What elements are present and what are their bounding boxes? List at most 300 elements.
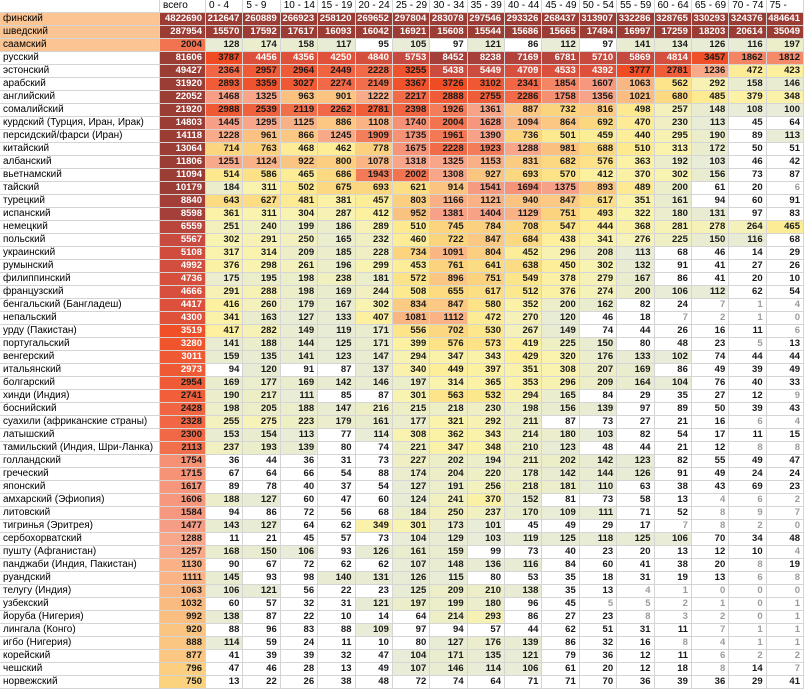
data-cell[interactable]: 81	[542, 494, 579, 507]
data-cell[interactable]: 297804	[393, 13, 430, 26]
data-cell[interactable]: 361	[206, 208, 243, 221]
data-cell[interactable]: 44	[243, 455, 280, 468]
row-label-cell[interactable]: английский	[0, 91, 160, 104]
data-cell[interactable]: 113	[617, 247, 654, 260]
data-cell[interactable]: 279	[580, 273, 617, 286]
data-cell[interactable]: 3359	[243, 78, 280, 91]
data-cell[interactable]: 57	[468, 624, 505, 637]
data-cell[interactable]: 2274	[318, 78, 355, 91]
row-label-cell[interactable]: сомалийский	[0, 104, 160, 117]
total-cell[interactable]: 13064	[160, 143, 206, 156]
data-cell[interactable]: 51	[767, 143, 804, 156]
data-cell[interactable]: 379	[729, 91, 766, 104]
data-cell[interactable]: 1	[655, 585, 692, 598]
data-cell[interactable]: 340	[393, 364, 430, 377]
column-header-60-64[interactable]: 60 - 64	[655, 0, 692, 13]
data-cell[interactable]: 41	[206, 650, 243, 663]
data-cell[interactable]: 200	[542, 299, 579, 312]
data-cell[interactable]: 8452	[430, 52, 467, 65]
data-cell[interactable]: 0	[729, 611, 766, 624]
data-cell[interactable]: 180	[468, 598, 505, 611]
data-cell[interactable]: 39	[655, 676, 692, 689]
data-cell[interactable]: 21	[655, 416, 692, 429]
data-cell[interactable]: 161	[655, 195, 692, 208]
data-cell[interactable]: 1063	[617, 78, 654, 91]
data-cell[interactable]: 576	[580, 156, 617, 169]
row-label-cell[interactable]: бенгальский (Бангладеш)	[0, 299, 160, 312]
data-cell[interactable]: 119	[318, 325, 355, 338]
data-cell[interactable]: 220	[468, 468, 505, 481]
data-cell[interactable]: 87	[243, 611, 280, 624]
data-cell[interactable]: 267	[505, 325, 542, 338]
row-label-cell[interactable]: телугу (Индия)	[0, 585, 160, 598]
data-cell[interactable]: 1318	[393, 156, 430, 169]
data-cell[interactable]: 168	[206, 546, 243, 559]
total-cell[interactable]: 4736	[160, 273, 206, 286]
data-cell[interactable]: 62	[318, 559, 355, 572]
data-cell[interactable]: 13	[692, 572, 729, 585]
data-cell[interactable]: 197	[393, 598, 430, 611]
data-cell[interactable]: 86	[243, 507, 280, 520]
data-cell[interactable]: 370	[468, 494, 505, 507]
data-cell[interactable]: 260	[243, 299, 280, 312]
data-cell[interactable]: 866	[281, 130, 318, 143]
data-cell[interactable]: 5869	[617, 52, 654, 65]
data-cell[interactable]: 302	[206, 234, 243, 247]
total-cell[interactable]: 2954	[160, 377, 206, 390]
data-cell[interactable]: 308	[393, 429, 430, 442]
data-cell[interactable]: 73	[356, 455, 393, 468]
data-cell[interactable]: 193	[243, 442, 280, 455]
data-cell[interactable]: 2228	[430, 143, 467, 156]
data-cell[interactable]: 144	[580, 468, 617, 481]
data-cell[interactable]: 64	[243, 468, 280, 481]
data-cell[interactable]: 313907	[580, 13, 617, 26]
total-cell[interactable]: 1754	[160, 455, 206, 468]
data-cell[interactable]: 2	[729, 650, 766, 663]
data-cell[interactable]: 237	[206, 442, 243, 455]
data-cell[interactable]: 190	[206, 390, 243, 403]
data-cell[interactable]: 61	[542, 663, 579, 676]
row-label-cell[interactable]: финский	[0, 13, 160, 26]
data-cell[interactable]: 2	[692, 611, 729, 624]
data-cell[interactable]: 1445	[206, 117, 243, 130]
row-label-cell[interactable]: польский	[0, 234, 160, 247]
column-header-65-69[interactable]: 65 - 69	[692, 0, 729, 13]
data-cell[interactable]: 188	[243, 338, 280, 351]
data-cell[interactable]: 270	[505, 312, 542, 325]
data-cell[interactable]: 88	[206, 624, 243, 637]
data-cell[interactable]: 62	[356, 559, 393, 572]
data-cell[interactable]: 6781	[542, 52, 579, 65]
data-cell[interactable]: 301	[393, 520, 430, 533]
data-cell[interactable]: 896	[430, 273, 467, 286]
data-cell[interactable]: 200	[617, 286, 654, 299]
data-cell[interactable]: 1	[729, 299, 766, 312]
data-cell[interactable]: 11	[655, 650, 692, 663]
data-cell[interactable]: 227	[393, 455, 430, 468]
data-cell[interactable]: 347	[430, 442, 467, 455]
row-label-cell[interactable]: французский	[0, 286, 160, 299]
data-cell[interactable]: 76	[692, 377, 729, 390]
data-cell[interactable]: 1943	[356, 169, 393, 182]
data-cell[interactable]: 1	[767, 598, 804, 611]
data-cell[interactable]: 199	[430, 598, 467, 611]
data-cell[interactable]: 831	[505, 156, 542, 169]
data-cell[interactable]: 1222	[356, 91, 393, 104]
data-cell[interactable]: 734	[393, 247, 430, 260]
column-header-35-39[interactable]: 35 - 39	[468, 0, 505, 13]
data-cell[interactable]: 89	[729, 130, 766, 143]
data-cell[interactable]: 64	[281, 520, 318, 533]
data-cell[interactable]: 10	[318, 611, 355, 624]
data-cell[interactable]: 120	[542, 312, 579, 325]
data-cell[interactable]: 39	[729, 364, 766, 377]
data-cell[interactable]: 311	[243, 208, 280, 221]
data-cell[interactable]: 139	[505, 637, 542, 650]
data-cell[interactable]: 784	[468, 221, 505, 234]
data-cell[interactable]: 1166	[430, 195, 467, 208]
data-cell[interactable]: 834	[393, 299, 430, 312]
data-cell[interactable]: 49	[767, 364, 804, 377]
data-cell[interactable]: 3787	[206, 52, 243, 65]
data-cell[interactable]: 41	[692, 260, 729, 273]
data-cell[interactable]: 901	[318, 91, 355, 104]
data-cell[interactable]: 26	[655, 325, 692, 338]
data-cell[interactable]: 68	[356, 507, 393, 520]
row-label-cell[interactable]: амхарский (Эфиопия)	[0, 494, 160, 507]
data-cell[interactable]: 228	[356, 247, 393, 260]
data-cell[interactable]: 40	[542, 546, 579, 559]
data-cell[interactable]: 1390	[468, 130, 505, 143]
data-cell[interactable]: 35	[655, 390, 692, 403]
data-cell[interactable]: 313	[655, 143, 692, 156]
data-cell[interactable]: 549	[505, 273, 542, 286]
data-cell[interactable]: 26	[281, 676, 318, 689]
data-cell[interactable]: 412	[580, 169, 617, 182]
data-cell[interactable]: 381	[318, 195, 355, 208]
data-cell[interactable]: 12	[729, 390, 766, 403]
data-cell[interactable]: 268437	[542, 13, 579, 26]
data-cell[interactable]: 60	[729, 195, 766, 208]
data-cell[interactable]: 97	[430, 39, 467, 52]
data-cell[interactable]: 91	[281, 364, 318, 377]
data-cell[interactable]: 159	[430, 546, 467, 559]
data-cell[interactable]: 378	[542, 273, 579, 286]
column-header-45-49[interactable]: 45 - 49	[542, 0, 579, 13]
data-cell[interactable]: 86	[505, 39, 542, 52]
data-cell[interactable]: 205	[243, 403, 280, 416]
data-cell[interactable]: 3777	[617, 65, 654, 78]
data-cell[interactable]: 118	[580, 533, 617, 546]
data-cell[interactable]: 399	[393, 338, 430, 351]
data-cell[interactable]: 1078	[356, 156, 393, 169]
data-cell[interactable]: 376	[542, 286, 579, 299]
data-cell[interactable]: 368	[617, 221, 654, 234]
data-cell[interactable]: 299	[356, 260, 393, 273]
data-cell[interactable]: 530	[468, 325, 505, 338]
data-cell[interactable]: 317	[206, 247, 243, 260]
data-cell[interactable]: 370	[617, 169, 654, 182]
data-cell[interactable]: 6	[729, 416, 766, 429]
data-cell[interactable]: 173	[430, 520, 467, 533]
data-cell[interactable]: 15544	[468, 26, 505, 39]
data-cell[interactable]: 1694	[505, 182, 542, 195]
data-cell[interactable]: 19	[655, 572, 692, 585]
row-label-cell[interactable]: норвежский	[0, 676, 160, 689]
data-cell[interactable]: 86	[505, 611, 542, 624]
data-cell[interactable]: 48	[767, 533, 804, 546]
total-cell[interactable]: 11094	[160, 169, 206, 182]
data-cell[interactable]: 963	[281, 91, 318, 104]
data-cell[interactable]: 688	[580, 143, 617, 156]
data-cell[interactable]: 138	[505, 585, 542, 598]
data-cell[interactable]: 100	[767, 104, 804, 117]
data-cell[interactable]: 80	[617, 338, 654, 351]
data-cell[interactable]: 321	[430, 416, 467, 429]
data-cell[interactable]: 322	[617, 208, 654, 221]
data-cell[interactable]: 36	[206, 455, 243, 468]
data-cell[interactable]: 510	[617, 143, 654, 156]
data-cell[interactable]: 148	[430, 559, 467, 572]
data-cell[interactable]: 453	[393, 260, 430, 273]
data-cell[interactable]: 8	[767, 442, 804, 455]
data-cell[interactable]: 1124	[243, 156, 280, 169]
data-cell[interactable]: 1356	[580, 91, 617, 104]
data-cell[interactable]: 167	[318, 299, 355, 312]
data-cell[interactable]: 6	[729, 494, 766, 507]
data-cell[interactable]: 532	[468, 390, 505, 403]
total-cell[interactable]: 750	[160, 676, 206, 689]
data-cell[interactable]: 14	[729, 247, 766, 260]
data-cell[interactable]: 121	[243, 585, 280, 598]
data-cell[interactable]: 556	[393, 325, 430, 338]
data-cell[interactable]: 15608	[430, 26, 467, 39]
data-cell[interactable]: 82	[655, 455, 692, 468]
data-cell[interactable]: 43	[692, 481, 729, 494]
data-cell[interactable]: 1236	[692, 65, 729, 78]
data-cell[interactable]: 2	[767, 650, 804, 663]
data-cell[interactable]: 43	[767, 403, 804, 416]
data-cell[interactable]: 192	[655, 156, 692, 169]
total-cell[interactable]: 888	[160, 637, 206, 650]
data-cell[interactable]: 153	[206, 429, 243, 442]
data-cell[interactable]: 29	[767, 247, 804, 260]
data-cell[interactable]: 1021	[617, 91, 654, 104]
data-cell[interactable]: 17494	[580, 26, 617, 39]
data-cell[interactable]: 250	[430, 507, 467, 520]
data-cell[interactable]: 465	[281, 169, 318, 182]
data-cell[interactable]: 452	[505, 247, 542, 260]
data-cell[interactable]: 2398	[393, 104, 430, 117]
data-cell[interactable]: 7169	[505, 52, 542, 65]
data-cell[interactable]: 46	[729, 156, 766, 169]
data-cell[interactable]: 142	[542, 468, 579, 481]
data-cell[interactable]: 961	[243, 130, 280, 143]
data-cell[interactable]: 34	[729, 533, 766, 546]
data-cell[interactable]: 115	[430, 572, 467, 585]
data-cell[interactable]: 419	[505, 338, 542, 351]
data-cell[interactable]: 174	[243, 39, 280, 52]
total-cell[interactable]: 1617	[160, 481, 206, 494]
data-cell[interactable]: 12	[692, 546, 729, 559]
data-cell[interactable]: 188	[281, 403, 318, 416]
data-cell[interactable]: 2228	[356, 65, 393, 78]
data-cell[interactable]: 40	[729, 377, 766, 390]
total-cell[interactable]: 1606	[160, 494, 206, 507]
data-cell[interactable]: 470	[617, 117, 654, 130]
data-cell[interactable]: 230	[655, 117, 692, 130]
data-cell[interactable]: 20	[692, 559, 729, 572]
total-cell[interactable]: 1715	[160, 468, 206, 481]
data-cell[interactable]: 8	[692, 507, 729, 520]
total-cell[interactable]: 3519	[160, 325, 206, 338]
data-cell[interactable]: 107	[393, 663, 430, 676]
row-label-cell[interactable]: болгарский	[0, 377, 160, 390]
data-cell[interactable]: 16	[692, 416, 729, 429]
total-cell[interactable]: 2300	[160, 429, 206, 442]
data-cell[interactable]: 5438	[430, 65, 467, 78]
data-cell[interactable]: 11	[729, 325, 766, 338]
data-cell[interactable]: 16093	[318, 26, 355, 39]
data-cell[interactable]: 97	[729, 208, 766, 221]
data-cell[interactable]: 165	[318, 234, 355, 247]
data-cell[interactable]: 10	[729, 546, 766, 559]
data-cell[interactable]: 288	[243, 286, 280, 299]
data-cell[interactable]: 202	[542, 455, 579, 468]
data-cell[interactable]: 152	[505, 494, 542, 507]
data-cell[interactable]: 693	[505, 169, 542, 182]
data-cell[interactable]: 343	[468, 429, 505, 442]
row-label-cell[interactable]: эстонский	[0, 65, 160, 78]
data-cell[interactable]: 132	[617, 260, 654, 273]
data-cell[interactable]: 94	[692, 195, 729, 208]
data-cell[interactable]: 214	[505, 429, 542, 442]
data-cell[interactable]: 101	[468, 520, 505, 533]
data-cell[interactable]: 256	[468, 481, 505, 494]
data-cell[interactable]: 2364	[206, 65, 243, 78]
data-cell[interactable]: 64	[468, 676, 505, 689]
total-cell[interactable]: 3011	[160, 351, 206, 364]
data-cell[interactable]: 99	[468, 546, 505, 559]
data-cell[interactable]: 215	[393, 403, 430, 416]
data-cell[interactable]: 223	[281, 416, 318, 429]
data-cell[interactable]: 91	[655, 260, 692, 273]
data-cell[interactable]: 462	[318, 143, 355, 156]
data-cell[interactable]: 514	[206, 169, 243, 182]
data-cell[interactable]: 91	[655, 468, 692, 481]
data-cell[interactable]: 351	[505, 364, 542, 377]
data-cell[interactable]: 2	[767, 494, 804, 507]
data-cell[interactable]: 210	[468, 585, 505, 598]
data-cell[interactable]: 56	[281, 585, 318, 598]
data-cell[interactable]: 508	[393, 286, 430, 299]
data-cell[interactable]: 139	[580, 403, 617, 416]
data-cell[interactable]: 407	[356, 312, 393, 325]
data-cell[interactable]: 44	[617, 442, 654, 455]
data-cell[interactable]: 161	[393, 546, 430, 559]
total-cell[interactable]: 31920	[160, 78, 206, 91]
data-cell[interactable]: 139	[281, 442, 318, 455]
data-cell[interactable]: 80	[468, 572, 505, 585]
total-cell[interactable]: 287954	[160, 26, 206, 39]
total-cell[interactable]: 796	[160, 663, 206, 676]
data-cell[interactable]: 4840	[356, 52, 393, 65]
data-cell[interactable]: 4709	[505, 65, 542, 78]
data-cell[interactable]: 2	[692, 312, 729, 325]
data-cell[interactable]: 2286	[505, 91, 542, 104]
data-cell[interactable]: 200	[655, 182, 692, 195]
data-cell[interactable]: 148	[692, 104, 729, 117]
row-label-cell[interactable]: филиппинский	[0, 273, 160, 286]
data-cell[interactable]: 103	[468, 533, 505, 546]
data-cell[interactable]: 311	[243, 182, 280, 195]
data-cell[interactable]: 150	[580, 338, 617, 351]
data-cell[interactable]: 2964	[281, 65, 318, 78]
data-cell[interactable]: 314	[430, 377, 467, 390]
column-header-10-14[interactable]: 10 - 14	[281, 0, 318, 13]
data-cell[interactable]: 46	[692, 247, 729, 260]
data-cell[interactable]: 293	[468, 611, 505, 624]
data-cell[interactable]: 580	[468, 299, 505, 312]
data-cell[interactable]: 15570	[206, 26, 243, 39]
data-cell[interactable]: 459	[580, 130, 617, 143]
data-cell[interactable]: 24	[281, 637, 318, 650]
total-cell[interactable]: 2328	[160, 416, 206, 429]
data-cell[interactable]: 69	[729, 481, 766, 494]
data-cell[interactable]: 17617	[281, 26, 318, 39]
data-cell[interactable]: 1	[767, 637, 804, 650]
data-cell[interactable]: 1129	[505, 208, 542, 221]
data-cell[interactable]: 804	[468, 247, 505, 260]
total-cell[interactable]: 10179	[160, 182, 206, 195]
data-cell[interactable]: 106	[655, 533, 692, 546]
data-cell[interactable]: 15686	[505, 26, 542, 39]
column-header-20-24[interactable]: 20 - 24	[356, 0, 393, 13]
column-header-25-29[interactable]: 25 - 29	[393, 0, 430, 13]
data-cell[interactable]: 576	[430, 338, 467, 351]
data-cell[interactable]: 423	[767, 65, 804, 78]
data-cell[interactable]: 294	[393, 351, 430, 364]
row-label-cell[interactable]: корейский	[0, 650, 160, 663]
data-cell[interactable]: 2004	[430, 117, 467, 130]
data-cell[interactable]: 112	[542, 39, 579, 52]
row-label-cell[interactable]: узбекский	[0, 598, 160, 611]
data-cell[interactable]: 257	[655, 104, 692, 117]
data-cell[interactable]: 13	[767, 338, 804, 351]
total-cell[interactable]: 1257	[160, 546, 206, 559]
data-cell[interactable]: 914	[430, 182, 467, 195]
data-cell[interactable]: 74	[692, 351, 729, 364]
column-header-0-4[interactable]: 0 - 4	[206, 0, 243, 13]
data-cell[interactable]: 6	[729, 572, 766, 585]
data-cell[interactable]: 55	[692, 455, 729, 468]
data-cell[interactable]: 1081	[393, 312, 430, 325]
data-cell[interactable]: 49	[542, 520, 579, 533]
data-cell[interactable]: 60	[580, 559, 617, 572]
data-cell[interactable]: 60	[206, 598, 243, 611]
data-cell[interactable]: 48	[655, 338, 692, 351]
data-cell[interactable]: 287	[318, 208, 355, 221]
data-cell[interactable]: 330293	[692, 13, 729, 26]
data-cell[interactable]: 41	[767, 676, 804, 689]
data-cell[interactable]: 2	[729, 520, 766, 533]
row-label-cell[interactable]: турецкий	[0, 195, 160, 208]
data-cell[interactable]: 3	[655, 611, 692, 624]
data-cell[interactable]: 11	[729, 429, 766, 442]
data-cell[interactable]: 210	[505, 442, 542, 455]
column-header-30-34[interactable]: 30 - 34	[430, 0, 467, 13]
